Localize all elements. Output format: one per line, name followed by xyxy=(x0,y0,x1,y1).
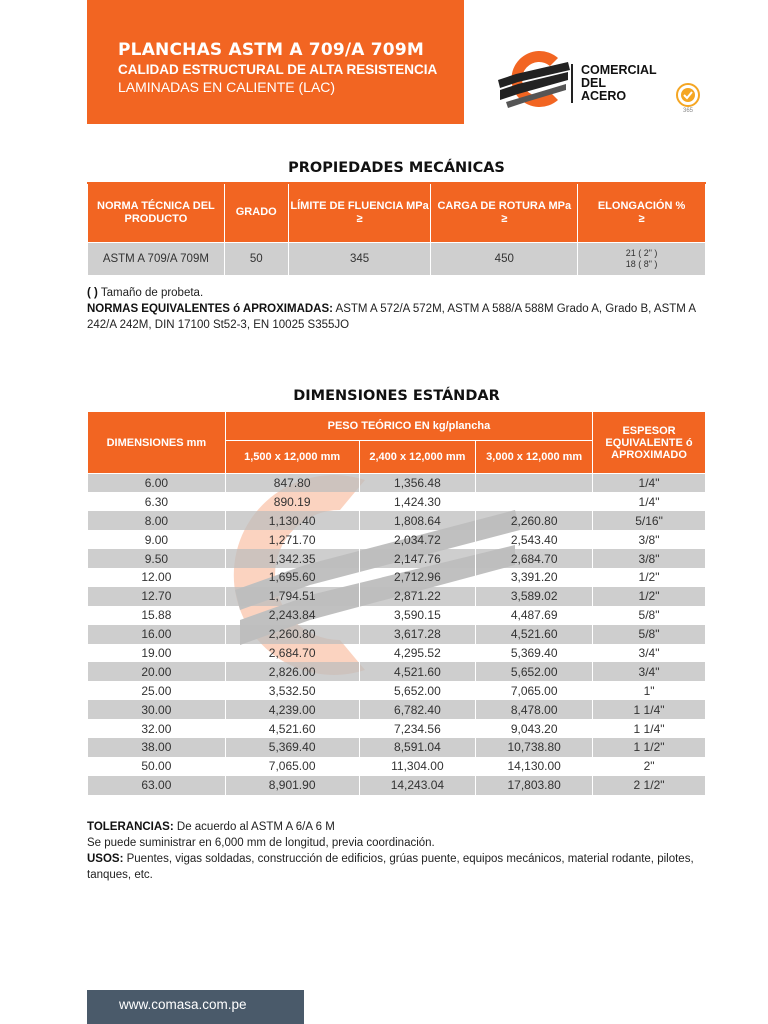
cell-dim: 25.00 xyxy=(88,681,226,700)
cell-c2: 4,521.60 xyxy=(359,662,476,681)
dimensions-section-title: DIMENSIONES ESTÁNDAR xyxy=(293,388,500,404)
cell-dim: 32.00 xyxy=(88,719,226,738)
cell-c3: 17,803.80 xyxy=(476,776,593,795)
cell-c2: 6,782.40 xyxy=(359,700,476,719)
mechanical-section-title: PROPIEDADES MECÁNICAS xyxy=(288,160,505,176)
cell-c1: 4,521.60 xyxy=(225,719,359,738)
mechanical-properties-table xyxy=(87,182,706,275)
cell-c3: 4,487.69 xyxy=(476,606,593,625)
header-carga: CARGA DE ROTURA MPa ≥ xyxy=(431,183,578,243)
length-note: Se puede suministrar en 6,000 mm de longitud, previa coordinación. xyxy=(87,837,435,849)
cell-esp: 1/4" xyxy=(593,474,706,493)
table-row xyxy=(88,549,706,568)
cell-c2: 11,304.00 xyxy=(359,757,476,776)
cell-esp: 3/8" xyxy=(593,530,706,549)
cell-c2: 8,591.04 xyxy=(359,738,476,757)
cell-esp: 1/4" xyxy=(593,492,706,511)
brand-line-3: ACERO xyxy=(581,89,627,103)
brand-line-2: DEL xyxy=(581,76,606,90)
cell-elongacion xyxy=(578,243,706,275)
table-row xyxy=(88,700,706,719)
header-dimensiones: DIMENSIONES mm xyxy=(88,412,226,474)
cell-c2: 2,871.22 xyxy=(359,587,476,606)
table-row xyxy=(88,738,706,757)
cell-c2: 1,356.48 xyxy=(359,474,476,493)
cell-c3: 5,652.00 xyxy=(476,662,593,681)
cell-dim: 12.70 xyxy=(88,587,226,606)
table-row xyxy=(88,511,706,530)
cell-dim: 9.50 xyxy=(88,549,226,568)
usos-label: USOS: xyxy=(87,853,124,865)
table-row xyxy=(88,492,706,511)
table-row xyxy=(88,625,706,644)
cell-c3: 3,391.20 xyxy=(476,568,593,587)
cell-c1: 7,065.00 xyxy=(225,757,359,776)
header-limite: LÍMITE DE FLUENCIA MPa ≥ xyxy=(288,183,431,243)
cell-dim: 50.00 xyxy=(88,757,226,776)
header-elongacion: ELONGACIÓN % ≥ xyxy=(578,183,706,243)
cell-esp: 5/16" xyxy=(593,511,706,530)
cell-c3: 2,543.40 xyxy=(476,530,593,549)
cell-c2: 5,652.00 xyxy=(359,681,476,700)
cell-dim: 19.00 xyxy=(88,644,226,663)
table-row xyxy=(88,587,706,606)
table-row xyxy=(88,662,706,681)
cell-c2: 1,424.30 xyxy=(359,492,476,511)
cell-c3 xyxy=(476,492,593,511)
cell-esp: 2 1/2" xyxy=(593,776,706,795)
cell-dim: 16.00 xyxy=(88,625,226,644)
mechanical-notes xyxy=(87,285,697,333)
table-row xyxy=(88,243,706,275)
table-row xyxy=(88,644,706,663)
cell-esp: 5/8" xyxy=(593,606,706,625)
brand-name xyxy=(571,64,657,103)
cell-esp: 3/4" xyxy=(593,662,706,681)
brand-line-1: COMERCIAL xyxy=(581,63,657,77)
cell-c2: 2,712.96 xyxy=(359,568,476,587)
cell-dim: 20.00 xyxy=(88,662,226,681)
cell-c2: 14,243.04 xyxy=(359,776,476,795)
cell-c3: 2,260.80 xyxy=(476,511,593,530)
cert-number: 365 xyxy=(682,108,694,114)
cell-c1: 1,271.70 xyxy=(225,530,359,549)
cell-dim: 9.00 xyxy=(88,530,226,549)
cell-c2: 3,617.28 xyxy=(359,625,476,644)
header-col-1500: 1,500 x 12,000 mm xyxy=(225,441,359,474)
table-row xyxy=(88,681,706,700)
cell-c1: 847.80 xyxy=(225,474,359,493)
cell-c2: 4,295.52 xyxy=(359,644,476,663)
table-row xyxy=(88,568,706,587)
cell-c2: 7,234.56 xyxy=(359,719,476,738)
dimensions-table xyxy=(87,411,706,795)
cell-esp: 1/2" xyxy=(593,568,706,587)
header-banner xyxy=(87,0,464,124)
header-peso: PESO TEÓRICO EN kg/plancha xyxy=(225,412,592,441)
cell-grado: 50 xyxy=(224,243,288,275)
cell-esp: 1 1/4" xyxy=(593,700,706,719)
cell-c3: 3,589.02 xyxy=(476,587,593,606)
cell-c2: 1,808.64 xyxy=(359,511,476,530)
cell-c3: 14,130.00 xyxy=(476,757,593,776)
cell-c3: 10,738.80 xyxy=(476,738,593,757)
cell-c1: 1,342.35 xyxy=(225,549,359,568)
cell-esp: 3/8" xyxy=(593,549,706,568)
cell-c1: 5,369.40 xyxy=(225,738,359,757)
cell-esp: 5/8" xyxy=(593,625,706,644)
tolerancias-label: TOLERANCIAS: xyxy=(87,821,174,833)
cell-c1: 2,243.84 xyxy=(225,606,359,625)
cell-c1: 8,901.90 xyxy=(225,776,359,795)
cell-c1: 2,684.70 xyxy=(225,644,359,663)
cell-dim: 38.00 xyxy=(88,738,226,757)
table-row xyxy=(88,530,706,549)
header-espesor: ESPESOR EQUIVALENTE ó APROXIMADO xyxy=(593,412,706,474)
cell-esp: 1" xyxy=(593,681,706,700)
cell-c2: 2,147.76 xyxy=(359,549,476,568)
table-row xyxy=(88,474,706,493)
cell-dim: 63.00 xyxy=(88,776,226,795)
cell-dim: 15.88 xyxy=(88,606,226,625)
cell-norma: ASTM A 709/A 709M xyxy=(88,243,225,275)
cell-c1: 1,695.60 xyxy=(225,568,359,587)
cell-dim: 6.30 xyxy=(88,492,226,511)
cell-c2: 3,590.15 xyxy=(359,606,476,625)
usos-text: Puentes, vigas soldadas, construcción de edificios, grúas puente, equipos mecánicos, material rodante, pilotes, tanques, etc. xyxy=(87,853,694,881)
cell-esp: 3/4" xyxy=(593,644,706,663)
cell-dim: 12.00 xyxy=(88,568,226,587)
elongacion-1: 21 ( 2" ) xyxy=(625,247,658,258)
cell-c1: 890.19 xyxy=(225,492,359,511)
elongacion-2: 18 ( 8" ) xyxy=(625,258,658,269)
cell-c2: 2,034.72 xyxy=(359,530,476,549)
table-row xyxy=(88,757,706,776)
page-subtitle-2: LAMINADAS EN CALIENTE (LAC) xyxy=(118,79,336,95)
cell-c1: 1,130.40 xyxy=(225,511,359,530)
cell-c1: 3,532.50 xyxy=(225,681,359,700)
cell-c1: 2,260.80 xyxy=(225,625,359,644)
website-link[interactable]: www.comasa.com.pe xyxy=(87,990,304,1024)
tolerancias-text: De acuerdo al ASTM A 6/A 6 M xyxy=(173,821,335,833)
cell-esp: 1 1/4" xyxy=(593,719,706,738)
cell-esp: 2" xyxy=(593,757,706,776)
cell-esp: 1 1/2" xyxy=(593,738,706,757)
cell-c1: 1,794.51 xyxy=(225,587,359,606)
header-norma: NORMA TÉCNICA DEL PRODUCTO xyxy=(88,183,225,243)
page-subtitle: CALIDAD ESTRUCTURAL DE ALTA RESISTENCIA xyxy=(118,62,438,77)
cell-dim: 30.00 xyxy=(88,700,226,719)
cell-c3 xyxy=(476,474,593,493)
cell-c1: 4,239.00 xyxy=(225,700,359,719)
cell-c3: 5,369.40 xyxy=(476,644,593,663)
table-row xyxy=(88,606,706,625)
cell-c3: 4,521.60 xyxy=(476,625,593,644)
normas-label: NORMAS EQUIVALENTES ó APROXIMADAS: xyxy=(87,303,333,315)
certification-badge-icon xyxy=(671,80,705,114)
header-col-3000: 3,000 x 12,000 mm xyxy=(476,441,593,474)
divider xyxy=(87,182,706,184)
header-col-2400: 2,400 x 12,000 mm xyxy=(359,441,476,474)
cell-c3: 8,478.00 xyxy=(476,700,593,719)
cell-c3: 7,065.00 xyxy=(476,681,593,700)
page-title: PLANCHAS ASTM A 709/A 709M xyxy=(118,40,424,60)
paren-symbol: ( ) xyxy=(87,287,98,299)
paren-text: Tamaño de probeta. xyxy=(97,287,204,299)
cell-c1: 2,826.00 xyxy=(225,662,359,681)
cell-limite: 345 xyxy=(288,243,431,275)
cell-carga: 450 xyxy=(431,243,578,275)
cell-c3: 2,684.70 xyxy=(476,549,593,568)
table-row xyxy=(88,776,706,795)
header-grado: GRADO xyxy=(224,183,288,243)
cell-dim: 6.00 xyxy=(88,474,226,493)
cell-esp: 1/2" xyxy=(593,587,706,606)
tolerances-notes xyxy=(87,819,707,883)
normas-text: ASTM A 572/A 572M, ASTM A 588/A 588M Grado A, Grado B, ASTM A 242/A 242M, DIN 17100 St52-3, EN 10025 S355JO xyxy=(87,303,696,331)
table-row xyxy=(88,719,706,738)
cell-c3: 9,043.20 xyxy=(476,719,593,738)
cell-dim: 8.00 xyxy=(88,511,226,530)
comasa-logo-icon xyxy=(496,50,576,108)
